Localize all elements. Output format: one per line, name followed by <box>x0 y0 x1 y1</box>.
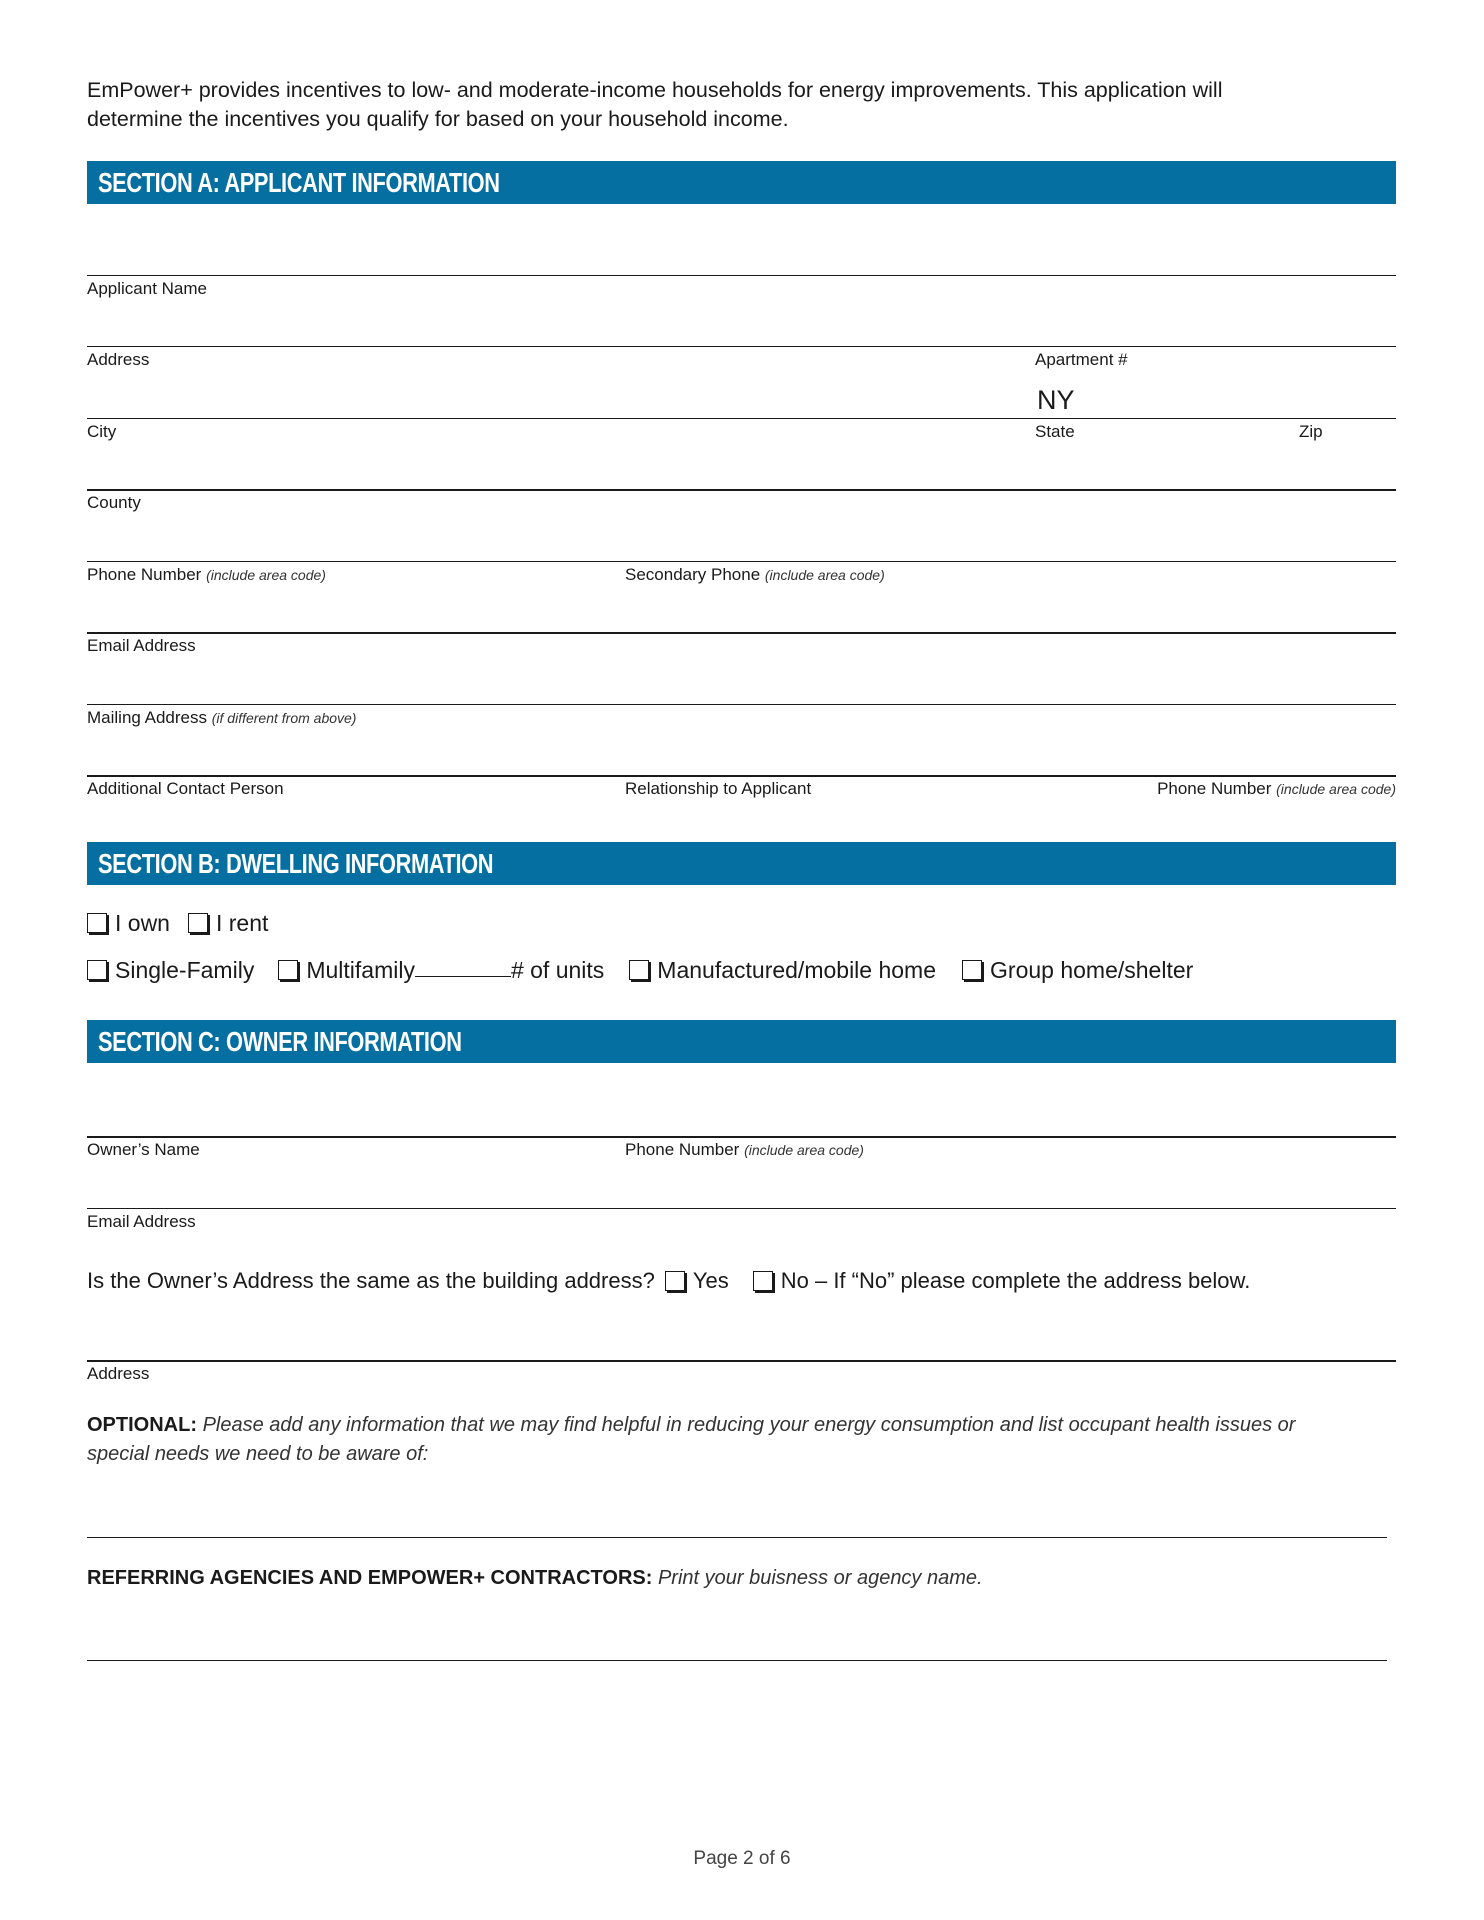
mailing-address-line <box>87 704 1396 705</box>
additional-contact-line <box>87 775 1396 777</box>
apartment-label: Apartment # <box>1035 350 1128 369</box>
email-field[interactable] <box>87 593 1396 633</box>
multifamily-checkbox[interactable] <box>278 960 298 980</box>
city-label: City <box>87 422 117 441</box>
section-c-title: SECTION C: OWNER INFORMATION <box>98 1026 462 1057</box>
optional-text-2: special needs we need to be aware of: <box>87 1443 429 1465</box>
same-address-question: Is the Owner’s Address the same as the building address? <box>87 1268 655 1293</box>
secondary-phone-label-hint: (include area code) <box>764 567 885 583</box>
optional-label: OPTIONAL: <box>87 1414 197 1436</box>
single-family-checkbox[interactable] <box>87 960 107 980</box>
referring-text: Print your buisness or agency name. <box>657 1567 983 1589</box>
intro-line-2: determine the incentives you qualify for based on your household income. <box>87 107 789 131</box>
intro-line-1: EmPower+ provides incentives to low- and moderate-income households for energy improvements. This application will <box>87 78 1223 102</box>
option-no[interactable] <box>753 1268 1251 1294</box>
owner-address-field[interactable] <box>87 1321 1396 1361</box>
yes-checkbox[interactable] <box>665 1271 685 1291</box>
contact-phone-field[interactable] <box>1110 735 1396 775</box>
contact-phone-label <box>1157 779 1396 799</box>
phone-field[interactable] <box>87 521 617 561</box>
applicant-name-field[interactable] <box>87 235 1396 275</box>
owner-phone-field[interactable] <box>625 1097 1396 1137</box>
units-blank[interactable] <box>415 976 511 977</box>
owner-name-field[interactable] <box>87 1097 617 1137</box>
secondary-phone-label <box>625 565 885 585</box>
own-label: I own <box>115 909 170 936</box>
tenure-options <box>87 908 268 938</box>
zip-label: Zip <box>1299 422 1323 441</box>
applicant-name-line <box>87 275 1396 276</box>
option-multifamily[interactable] <box>278 957 604 984</box>
option-own[interactable] <box>87 910 170 937</box>
county-label: County <box>87 493 141 512</box>
phone-label-hint: (include area code) <box>206 567 326 583</box>
phone-label <box>87 565 326 585</box>
county-line <box>87 489 1396 491</box>
owner-phone-label <box>625 1140 864 1160</box>
secondary-phone-field[interactable] <box>625 521 1396 561</box>
email-line <box>87 632 1396 634</box>
email-label: Email Address <box>87 636 196 655</box>
group-home-checkbox[interactable] <box>962 960 982 980</box>
address-label: Address <box>87 350 150 369</box>
optional-line-2 <box>87 1440 1407 1469</box>
mailing-address-label-hint: (if different from above) <box>211 710 357 726</box>
additional-contact-label: Additional Contact Person <box>87 779 284 798</box>
owner-address-line <box>87 1360 1396 1362</box>
secondary-phone-label-text: Secondary Phone <box>625 565 761 584</box>
optional-line-1 <box>87 1411 1407 1440</box>
single-family-label: Single-Family <box>115 956 255 983</box>
page-number: Page 2 of 6 <box>693 1848 791 1869</box>
owner-address-label: Address <box>87 1364 150 1383</box>
option-single-family[interactable] <box>87 957 254 984</box>
dwelling-type-options <box>87 955 1193 985</box>
city-field[interactable] <box>87 378 1017 418</box>
apartment-field[interactable] <box>1035 306 1396 346</box>
option-rent[interactable] <box>188 910 268 937</box>
owner-email-line <box>87 1208 1396 1209</box>
optional-info-field[interactable] <box>87 1497 1387 1537</box>
manufactured-label: Manufactured/mobile home <box>657 956 937 983</box>
referring-note <box>87 1564 1407 1593</box>
option-manufactured[interactable] <box>629 957 936 984</box>
address-line <box>87 346 1396 347</box>
referring-agency-field[interactable] <box>87 1620 1387 1660</box>
mailing-address-field[interactable] <box>87 664 1396 704</box>
section-c-header <box>87 1020 1396 1063</box>
phone-label-text: Phone Number <box>87 565 202 584</box>
additional-contact-field[interactable] <box>87 735 617 775</box>
multifamily-label: Multifamily <box>306 956 415 983</box>
owner-name-line <box>87 1136 1396 1138</box>
state-value[interactable]: NY <box>1037 385 1075 415</box>
optional-text-1: Please add any information that we may find helpful in reducing your energy consumption and list occupant health issues or <box>202 1414 1296 1436</box>
rent-label: I rent <box>215 909 269 936</box>
option-yes[interactable] <box>665 1268 729 1294</box>
county-field[interactable] <box>87 450 1396 490</box>
address-field[interactable] <box>87 306 1017 346</box>
section-a-header <box>87 161 1396 204</box>
relationship-field[interactable] <box>625 735 1105 775</box>
manufactured-checkbox[interactable] <box>629 960 649 980</box>
contact-phone-label-text: Phone Number <box>1157 779 1272 798</box>
mailing-address-label <box>87 708 356 728</box>
optional-note <box>87 1411 1407 1469</box>
owner-email-label: Email Address <box>87 1212 196 1231</box>
option-group-home[interactable] <box>962 957 1193 984</box>
phone-line <box>87 561 1396 562</box>
owner-email-field[interactable] <box>87 1168 1396 1208</box>
optional-info-line <box>87 1537 1387 1538</box>
group-home-label: Group home/shelter <box>990 956 1194 983</box>
owner-same-address-row <box>87 1266 1250 1296</box>
contact-phone-label-hint: (include area code) <box>1276 781 1396 797</box>
no-checkbox[interactable] <box>753 1271 773 1291</box>
applicant-name-label: Applicant Name <box>87 279 208 298</box>
yes-label: Yes <box>692 1268 729 1293</box>
section-b-title: SECTION B: DWELLING INFORMATION <box>98 848 494 879</box>
section-b-header <box>87 842 1396 885</box>
no-label: No – If “No” please complete the address below. <box>780 1268 1251 1293</box>
rent-checkbox[interactable] <box>188 913 208 933</box>
owner-name-label: Owner’s Name <box>87 1140 200 1159</box>
own-checkbox[interactable] <box>87 913 107 933</box>
city-line <box>87 418 1396 419</box>
referring-agency-line <box>87 1660 1387 1661</box>
owner-phone-label-hint: (include area code) <box>744 1142 864 1158</box>
mailing-address-label-text: Mailing Address <box>87 708 208 727</box>
referring-label: REFERRING AGENCIES AND EMPOWER+ CONTRACTORS: <box>87 1567 653 1589</box>
owner-phone-label-text: Phone Number <box>625 1140 740 1159</box>
section-a-title: SECTION A: APPLICANT INFORMATION <box>98 167 500 198</box>
units-label: # of units <box>510 956 605 983</box>
zip-field[interactable] <box>1299 378 1396 418</box>
intro-paragraph <box>87 76 1407 134</box>
relationship-label: Relationship to Applicant <box>625 779 812 798</box>
state-label: State <box>1035 422 1075 441</box>
